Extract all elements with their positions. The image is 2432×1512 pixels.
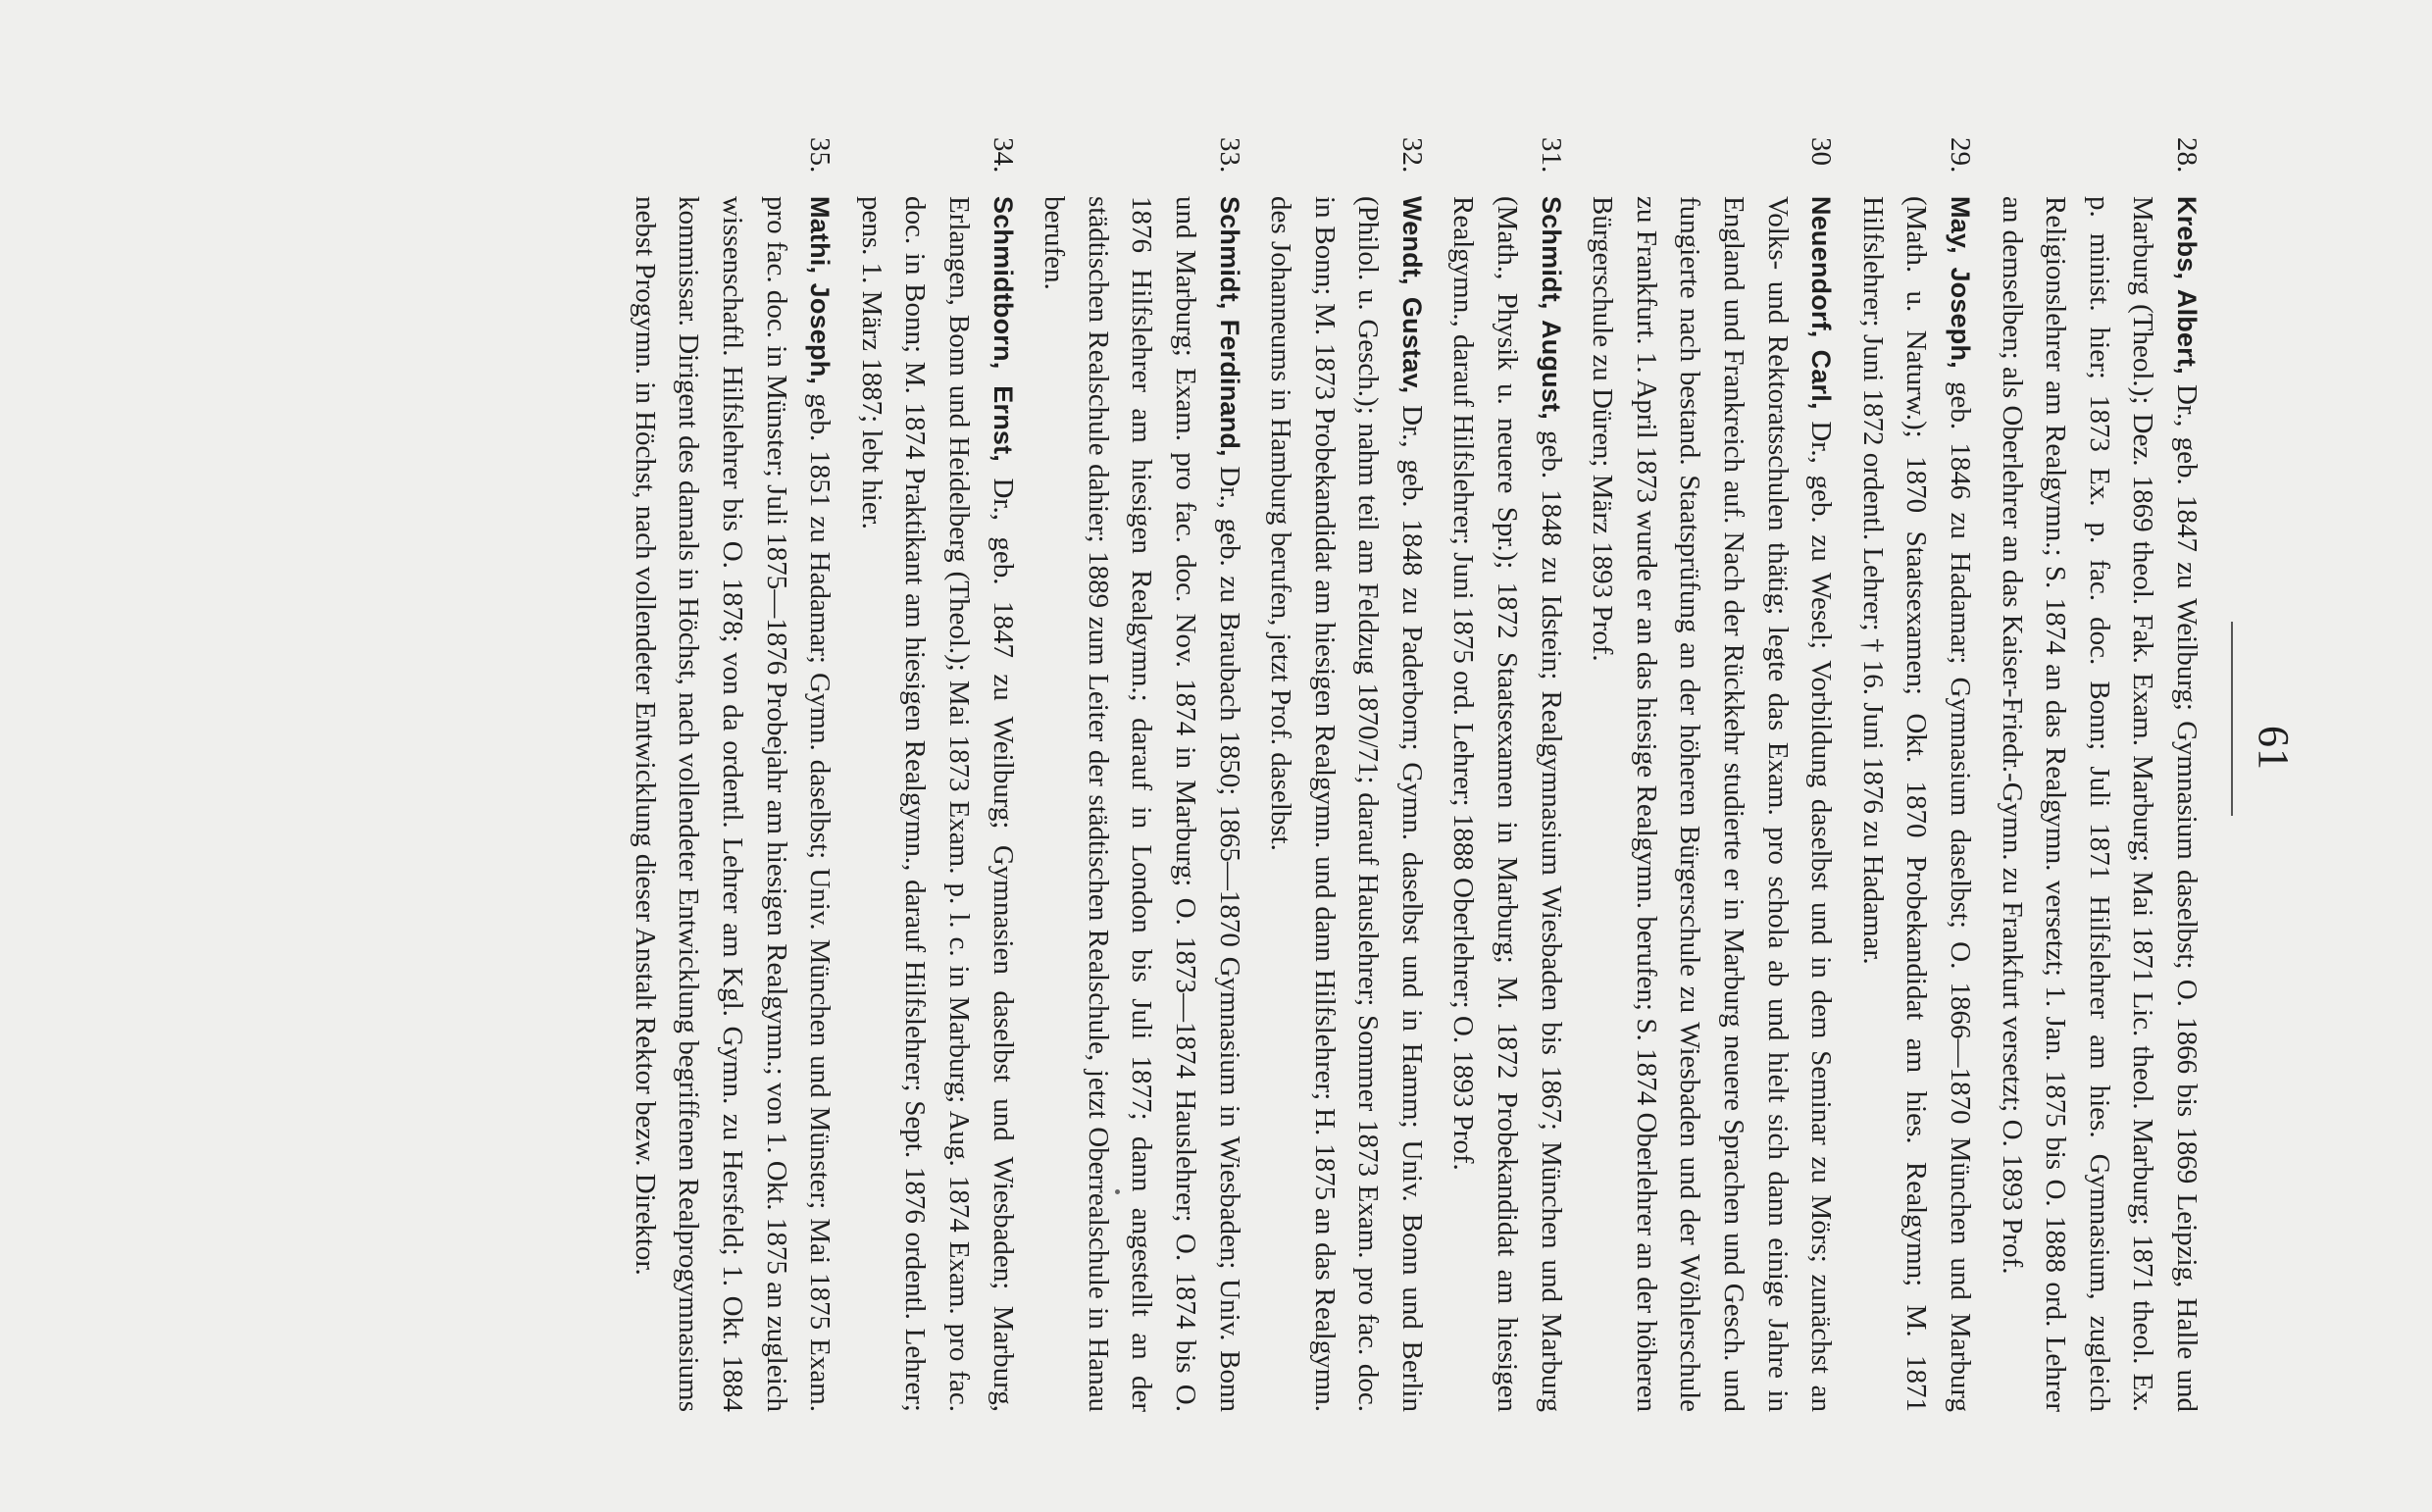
entry-text: Dr., geb. zu Braubach 1850; 1865—1870 Gymnasium in Wiesbaden; Univ. Bonn und Marburg; Exam. pro fac. doc. Nov. 1874 in Marburg; O. 1873—1874 Hauslehrer; O. 1874 bis O. 1876 Hilfslehrer am hiesigen Realgymn.; darauf in London bis Juli 1877; dann angestellt an der städtischen Realschule dahier; 1889 zum Leiter der städtischen Realschule, jetzt Oberrealschule in Hanau berufen.	[1039, 196, 1245, 1413]
entry-name: Krebs, Albert,	[2172, 196, 2202, 375]
entry-text: Dr., geb. zu Wesel; Vorbildung daselbst und in dem Seminar zu Mörs; zunächst an Volks- und Rektoratsschulen thätig; legte das Exam. pro schola ab und hielt sich dann einige Jahre in England und Frankreich auf. Nach der Rückkehr studierte er in Marburg neuere Sprachen und Gesch. und fungierte nach bestand. Staatsprüfung an der höheren Bürgerschule zu Wiesbaden und der Wöhlerschule zu Frankfurt. 1. April 1873 wurde er an das hiesige Realgymn. berufen; S. 1874 Oberlehrer an der höheren Bürgerschule zu Düren; März 1893 Prof.	[1587, 196, 1838, 1412]
entry-number: 30	[1805, 137, 1838, 166]
biography-entry	[1990, 137, 2208, 1412]
biography-list	[615, 137, 2208, 1412]
scan-speck	[1115, 1189, 1120, 1194]
entry-name: Schmidt, Ferdinand,	[1214, 196, 1244, 457]
biography-entry	[849, 137, 1024, 1412]
entry-name: Wendt, Gustav,	[1396, 196, 1427, 394]
entry-number: 32.	[1395, 137, 1428, 174]
entry-text: Dr., geb. 1847 zu Weilburg; Gymnasien daselbst und Wiesbaden; Marburg, Erlangen, Bonn und Heidelberg (Theol.); Mai 1873 Exam. p. l. c. in Marburg; Aug. 1874 Exam. pro fac. doc. in Bonn; M. 1874 Praktikant am hiesigen Realgymn., darauf Hilfslehrer; Sept. 1876 ordentl. Lehrer; pens. 1. März 1887; lebt hier.	[855, 196, 1019, 1412]
page-number: 61	[2250, 726, 2298, 771]
entry-number: 34.	[987, 137, 1019, 174]
biography-entry	[1850, 137, 1982, 1412]
biography-entry	[1581, 137, 1844, 1412]
biography-entry	[623, 137, 841, 1412]
entry-name: May, Joseph,	[1946, 196, 1976, 369]
entry-text: Dr., geb. 1847 zu Weilburg; Gymnasium daselbst; O. 1866 bis 1869 Leipzig, Halle und Marburg (Theol.); Dez. 1869 theol. Fak. Exam. Marburg; Mai 1871 Lic. theol. Marburg; 1871 theol. Ex. p. minist. hier; 1873 Ex. p. fac. doc. Bonn; Juli 1871 Hilfslehrer am hies. Gymnasium, zugleich Religionslehrer am Realgymn.; S. 1874 an das Realgymn. versetzt; 1. Jan. 1875 bis O. 1888 ord. Lehrer an demselben; als Oberlehrer an das Kaiser-Friedr.-Gymn. zu Frankfurt versetzt; O. 1893 Prof.	[1996, 196, 2203, 1412]
biography-entry	[1033, 137, 1251, 1412]
entry-number: 28.	[2171, 137, 2203, 174]
entry-number: 35.	[804, 137, 836, 174]
entry-text: Dr., geb. 1848 zu Paderborn; Gymn. daselbst und in Hamm; Univ. Bonn und Berlin (Philol. u. Gesch.); nahm teil am Feldzug 1870/71; darauf Hauslehrer; Sommer 1873 Exam. pro fac. doc. in Bonn; M. 1873 Probekandidat am hiesigen Realgymn. und dann Hilfslehrer; H. 1875 an das Realgymn. des Johanneums in Hamburg berufen, jetzt Prof. daselbst.	[1265, 196, 1428, 1412]
entry-name: Schmidt, August,	[1536, 196, 1566, 420]
biography-entry	[1442, 137, 1573, 1412]
biography-entry	[1259, 137, 1434, 1412]
entry-number: 31.	[1535, 137, 1567, 174]
entry-name: Mathi, Joseph,	[805, 196, 836, 385]
entry-name: Schmidtborn, Ernst,	[988, 196, 1018, 463]
entry-name: Neuendorf, Carl,	[1806, 196, 1837, 410]
entry-text: geb. 1851 zu Hadamar; Gymn. daselbst; Univ. München und Münster; Mai 1875 Exam. pro fac. doc. in Münster; Juli 1875—1876 Probejahr am hiesigen Realgymn.; von 1. Okt. 1875 an zugleich wissenschaftl. Hilfslehrer bis O. 1878; von da ordentl. Lehrer am Kgl. Gymn. zu Hersfeld; 1. Okt. 1884 kommissar. Dirigent des damals in Höchst, nach vollendeter Entwicklung begriffenen Realprogymnasiums nebst Progymn. in Höchst, nach vollendeter Entwicklung dieser Anstalt Rektor bezw. Direktor.	[629, 196, 836, 1412]
entry-number: 29.	[1945, 137, 1977, 174]
entry-text: geb. 1848 zu Idstein; Realgymnasium Wiesbaden bis 1867; München und Marburg (Math., Physik u. neuere Spr.); 1872 Staatsexamen in Marburg; M. 1872 Probekandidat am hiesigen Realgymn., darauf Hilfslehrer; Juni 1875 ord. Lehrer; 1888 Oberlehrer; O. 1893 Prof.	[1447, 196, 1567, 1412]
entry-number: 33.	[1213, 137, 1245, 174]
entry-text: geb. 1846 zu Hadamar; Gymnasium daselbst; O. 1866—1870 München und Marburg (Math. u. Naturw.); 1870 Staatsexamen; Okt. 1870 Probekandidat am hies. Realgymn; M. 1871 Hilfslehrer; Juni 1872 ordentl. Lehrer; † 16. Juni 1876 zu Hadamar.	[1856, 196, 1977, 1413]
page-number-rule	[2231, 622, 2233, 816]
